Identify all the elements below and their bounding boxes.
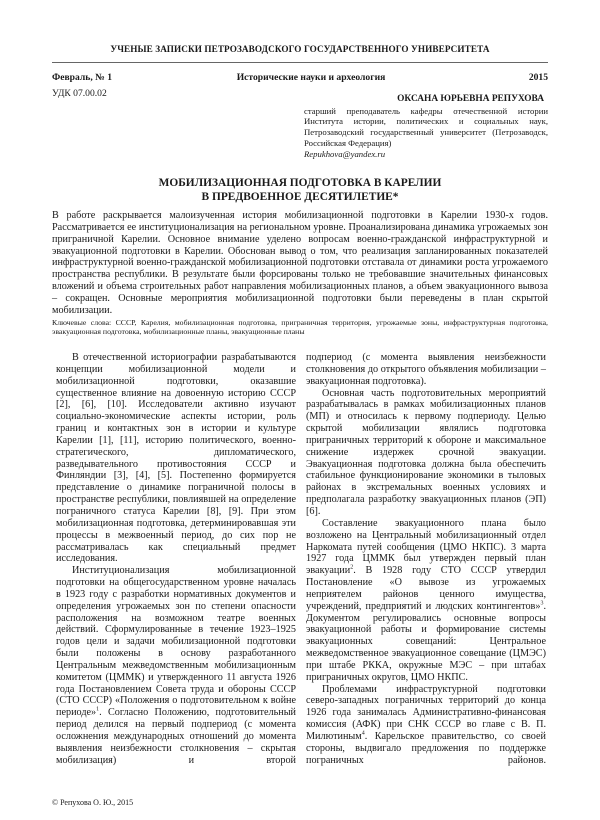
running-head-journal-title: УЧЕНЫЕ ЗАПИСКИ ПЕТРОЗАВОДСКОГО ГОСУДАРСТВЕННОГО УНИВЕРСИТЕТА [110, 44, 490, 54]
body-column-right [306, 352, 546, 767]
author-email[interactable]: Repukhova@yandex.ru [304, 148, 386, 159]
paragraph [306, 518, 546, 684]
paragraph [306, 684, 546, 767]
paragraph [56, 565, 296, 766]
udk-code: УДК 07.00.02 [52, 88, 107, 99]
paragraph-text: Проблемами инфраструктурной подготовки северо-западных пограничных территорий до конца 1926 года занималась Административно-финансовая комиссия (АФК) при СНК СССР во главе с В. П. Милютиным [306, 683, 546, 742]
footnote-ref[interactable]: 3 [540, 600, 544, 607]
body-column-left [56, 352, 296, 767]
footnote-ref[interactable]: 4 [361, 730, 365, 737]
paragraph-text: . В 1928 году СТО СССР утвердил Постановление «О вывозе из угрожаемых неприятелем районов ценного имущества, учреждений, предприятий и людских контингентов» [306, 565, 546, 612]
header-rule [52, 62, 548, 63]
footnote-ref[interactable]: 1 [96, 706, 100, 713]
paragraph-text: . Документом регулировались основные вопросы эвакуационной работы и формирование системы эвакуационных совещаний: Центральное межведомственное эвакуационное совещание (ЦМЭС) при штабе РККА, окружные МЭС – при штабах приграничных округов, ЦМО НКПС. [306, 600, 546, 683]
abstract: В работе раскрывается малоизученная история мобилизационной подготовки в Карелии 1930-х годов. Рассматривается ее институционализация на региональном уровне. Проанализирована динамика угрожаемых зон приграничной Карелии. Основное внимание уделено вопросам военно-гражданской инфраструктурной и эвакуационной подготовки в Карелии. Обоснован вывод о том, что реализация запланированных показателей инфраструктурной военно-гражданской мобилизационной подготовки отставала от динамики роста угрожаемого пространства республики. В результате были форсированы только не требовавшие значительных финансовых вложений и объема строительных работ направления мобилизационных планов, а объем эвакуационного вывоза – сокращен. Основные мероприятия мобилизационной подготовки были переведены в план скрытой мобилизации. [52, 210, 548, 316]
article-title [52, 176, 548, 204]
paragraph: подпериод (с момента выявления неизбежности столкновения до открытого объявления мобилизации – эвакуационная подготовка). [306, 352, 546, 387]
copyright-notice: © Репухова О. Ю., 2015 [52, 798, 134, 807]
author-name: ОКСАНА ЮРЬЕВНА РЕПУХОВА [397, 94, 544, 104]
paragraph-text: . Карельское правительство, со своей стороны, выдвигало предложения по поддержке пограничных районов. [306, 731, 546, 766]
paragraph-text: Составление эвакуационного плана было возложено на Центральный мобилизационный отдел Наркомата путей сообщения (ЦМО НКПС). 3 марта 1927 года ЦММК был утвержден первый план эвакуации [306, 517, 546, 577]
paragraph-text: . Согласно Положению, подготовительный период делился на первый подпериод (с момента осложнения международных отношений до момента выявления неизбежности столкновения – скрытая мобилизация) и второй [56, 707, 296, 766]
article-title-line-1: МОБИЛИЗАЦИОННАЯ ПОДГОТОВКА В КАРЕЛИИ [158, 177, 442, 189]
issue-year: 2015 [528, 72, 548, 83]
footnote-ref[interactable]: 2 [350, 564, 354, 571]
issue-row [52, 72, 548, 86]
author-affiliation: старший преподаватель кафедры отечественной истории Института истории, политических и социальных наук, Петрозаводский государственный университет (Петрозаводск, Российская Федерация) [304, 105, 548, 148]
author-block [304, 94, 548, 159]
issue-number: Февраль, № 1 [52, 72, 112, 83]
paragraph: Основная часть подготовительных мероприятий разрабатывалась в рамках мобилизационных планов (МП) и относилась к первому подпериоду. Целью скрытой мобилизации являлись подготовка приграничных территорий к обороне и максимальное снижение издержек срочной эвакуации. Эвакуационная подготовка должна была обеспечить стабильное функционирование экономики в тыловых районах в экстремальных военных условиях и предполагала разработку эвакуационных планов (ЭП) [6]. [306, 387, 546, 517]
paragraph-text: Институционализация мобилизационной подготовки на общегосударственном уровне началась в 1923 году с разработки нормативных документов и определения угрожаемых зон по степени опасности расположения на возможном театре военных действий. Сформулированные в течение 1923–1925 годов цели и задачи мобилизационной подготовки были положены в основу разработанного Центральным межведомственным мобилизационным комитетом (ЦММК) и утвержденного 11 августа 1926 года Постановлением Совета труда и обороны СССР (СТО СССР) «Положения о подготовительном к войне периоде» [56, 565, 296, 719]
section-name: Исторические науки и археология [236, 72, 386, 83]
keywords: Ключевые слова: СССР, Карелия, мобилизационная подготовка, приграничная территория, угрожаемые зоны, инфраструктурная подготовка, эвакуационная подготовка, мобилизационные планы, эвакуационные планы [52, 318, 548, 337]
paragraph: В отечественной историографии разрабатываются концепции мобилизационной модели и мобилизационной подготовки, оказавшие существенное влияние на довоенную историю СССР [2], [6], [10]. Исследователи активно изучают социально-экономические аспекты истории, роль границ и контактных зон в истории и культуре Карелии [1], [11], историю политического, военно-стратегического, дипломатического, разведывательного противостояния СССР и Финляндии [3], [4], [5]. Постепенно формируется представление о динамике пограничной полосы в пространстве республики, повлиявшей на определение пограничного статуса Карелии [8], [9]. При этом мобилизационная подготовка, детерминировавшая эти процессы в межвоенный период, до сих пор не рассматривалась как специальный предмет исследования. [56, 352, 296, 565]
article-title-line-2: В ПРЕДВОЕННОЕ ДЕСЯТИЛЕТИЕ* [201, 191, 399, 203]
